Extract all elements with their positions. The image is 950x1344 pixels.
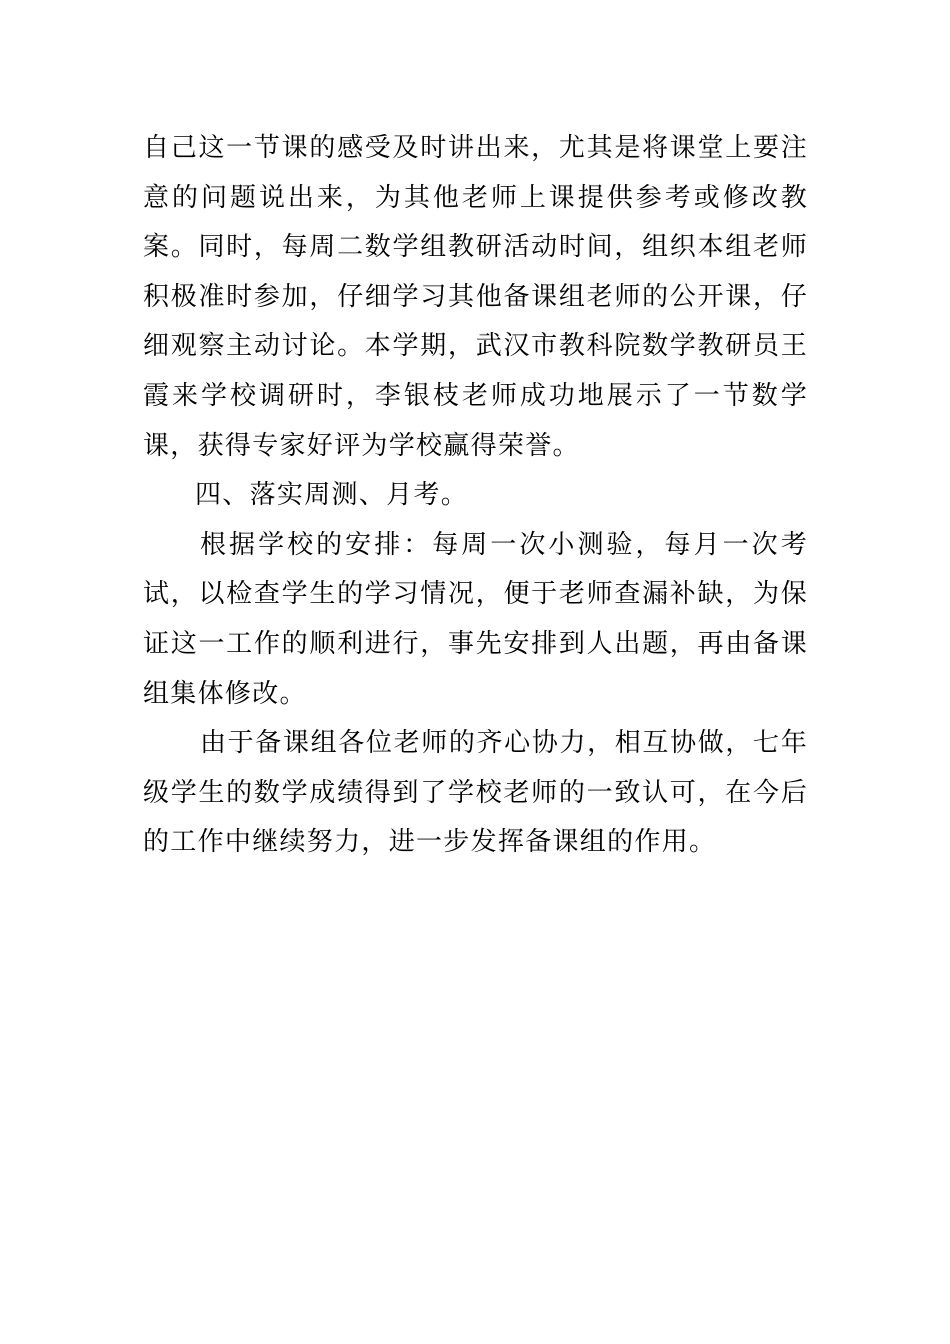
document-body: [143, 124, 808, 868]
paragraph-section-four-body: 根据学校的安排：每周一次小测验，每月一次考试，以检查学生的学习情况，便于老师查漏补缺，为保证这一工作的顺利进行，事先安排到人出题，再由备课组集体修改。: [143, 529, 808, 709]
section-heading-four: 四、落实周测、月考。: [195, 480, 469, 511]
paragraph-continuation: 自己这一节课的感受及时讲出来，尤其是将课堂上要注意的问题说出来，为其他老师上课提供参考或修改教案。同时，每周二数学组教研活动时间，组织本组老师积极准时参加，仔细学习其他备课组老师的公开课，仔细观察主动讨论。本学期，武汉市教科院数学教研员王霞来学校调研时，李银枝老师成功地展示了一节数学课，获得专家好评为学校赢得荣誉。: [143, 133, 808, 461]
paragraph-conclusion: 由于备课组各位老师的齐心协力，相互协做，七年级学生的数学成绩得到了学校老师的一致认可，在今后的工作中继续努力，进一步发挥备课组的作用。: [143, 728, 808, 858]
